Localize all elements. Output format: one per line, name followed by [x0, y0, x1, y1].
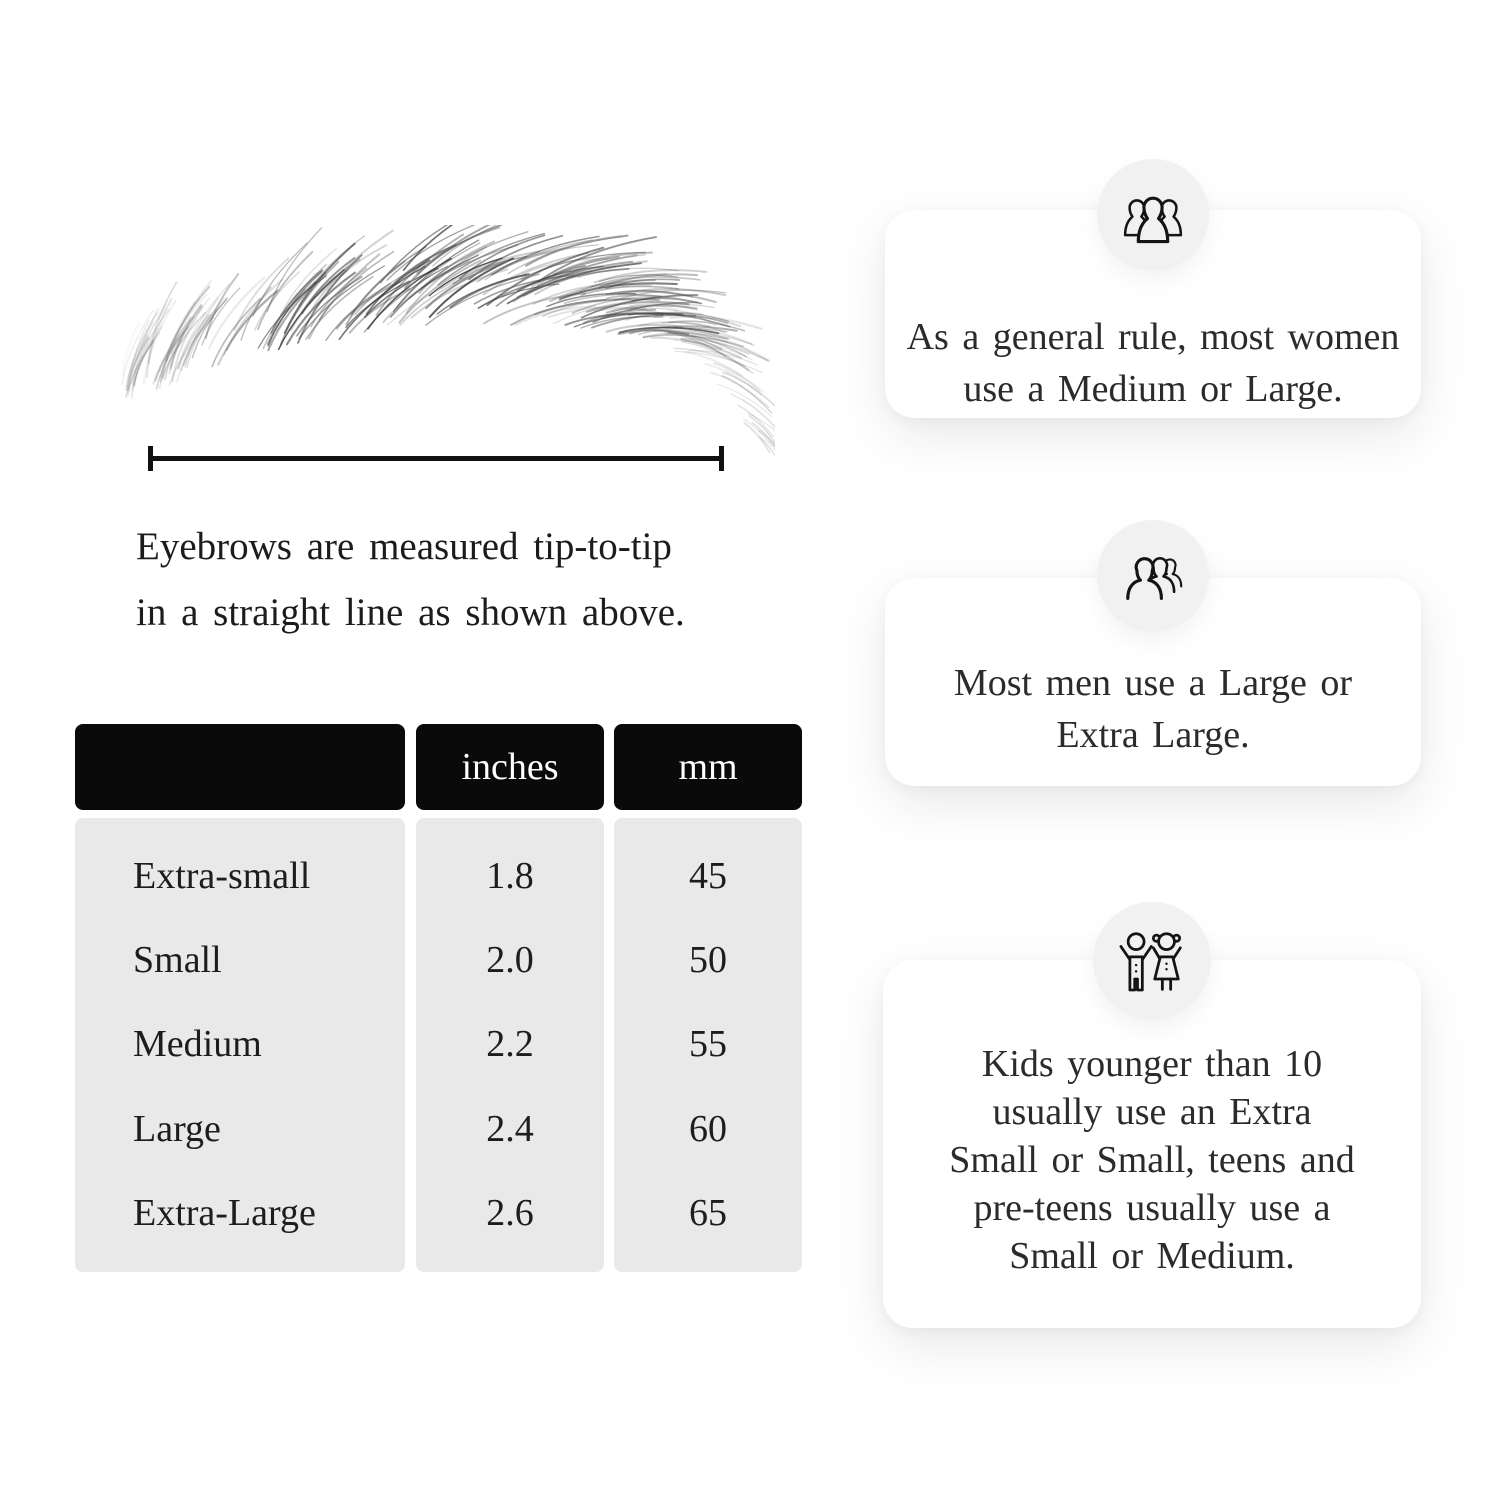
card-text-line: use a Medium or Large.: [963, 368, 1343, 410]
table-row: [75, 833, 802, 919]
card-text-line: Extra Large.: [1056, 714, 1250, 756]
table-row: [75, 1001, 802, 1087]
women-group-icon: [1116, 180, 1190, 250]
size-label: Extra-Large: [133, 1192, 316, 1234]
table-row: [75, 917, 802, 1003]
mm-value: 50: [689, 939, 727, 981]
measurement-tick-right: [719, 446, 724, 471]
size-label: Small: [133, 939, 222, 981]
card-text-line: Small or Medium.: [1009, 1235, 1295, 1277]
icon-badge: [1097, 520, 1209, 632]
table-row: [75, 1086, 802, 1172]
inches-value: 2.2: [486, 1023, 534, 1065]
card-text-line: usually use an Extra: [992, 1091, 1312, 1133]
card-text-line: Most men use a Large or: [953, 662, 1353, 704]
card-text-line: As a general rule, most women: [906, 316, 1400, 358]
table-header-mm: [614, 724, 802, 810]
mm-value: 55: [689, 1023, 727, 1065]
inches-value: 1.8: [486, 855, 534, 897]
measurement-tick-left: [148, 446, 153, 471]
mm-value: 65: [689, 1192, 727, 1234]
card-text: [885, 657, 1421, 761]
size-label: Large: [133, 1108, 221, 1150]
table-header-inches-label: inches: [461, 746, 559, 788]
inches-value: 2.6: [486, 1192, 534, 1234]
size-label: Medium: [133, 1023, 262, 1065]
men-group-icon: [1116, 541, 1190, 611]
inches-value: 2.0: [486, 939, 534, 981]
caption-line: in a straight line as shown above.: [136, 591, 685, 634]
card-text-line: Kids younger than 10: [981, 1043, 1323, 1085]
icon-badge: [1097, 159, 1209, 271]
eyebrow-illustration: [105, 225, 775, 460]
measurement-caption: [136, 514, 776, 646]
table-header-mm-label: mm: [678, 746, 738, 788]
table-row: [75, 1170, 802, 1256]
card-text: [883, 1040, 1421, 1280]
table-header-size: [75, 724, 405, 810]
icon-badge: [1093, 902, 1211, 1020]
card-text-line: Small or Small, teens and: [949, 1139, 1355, 1181]
inches-value: 2.4: [486, 1108, 534, 1150]
size-label: Extra-small: [133, 855, 311, 897]
card-text-line: pre-teens usually use a: [973, 1187, 1331, 1229]
kids-icon: [1114, 926, 1190, 996]
mm-value: 45: [689, 855, 727, 897]
caption-line: Eyebrows are measured tip-to-tip: [136, 525, 672, 568]
mm-value: 60: [689, 1108, 727, 1150]
measurement-line: [150, 456, 722, 461]
table-header-inches: [416, 724, 604, 810]
card-text: [885, 311, 1421, 415]
table-rows: [75, 818, 802, 1272]
